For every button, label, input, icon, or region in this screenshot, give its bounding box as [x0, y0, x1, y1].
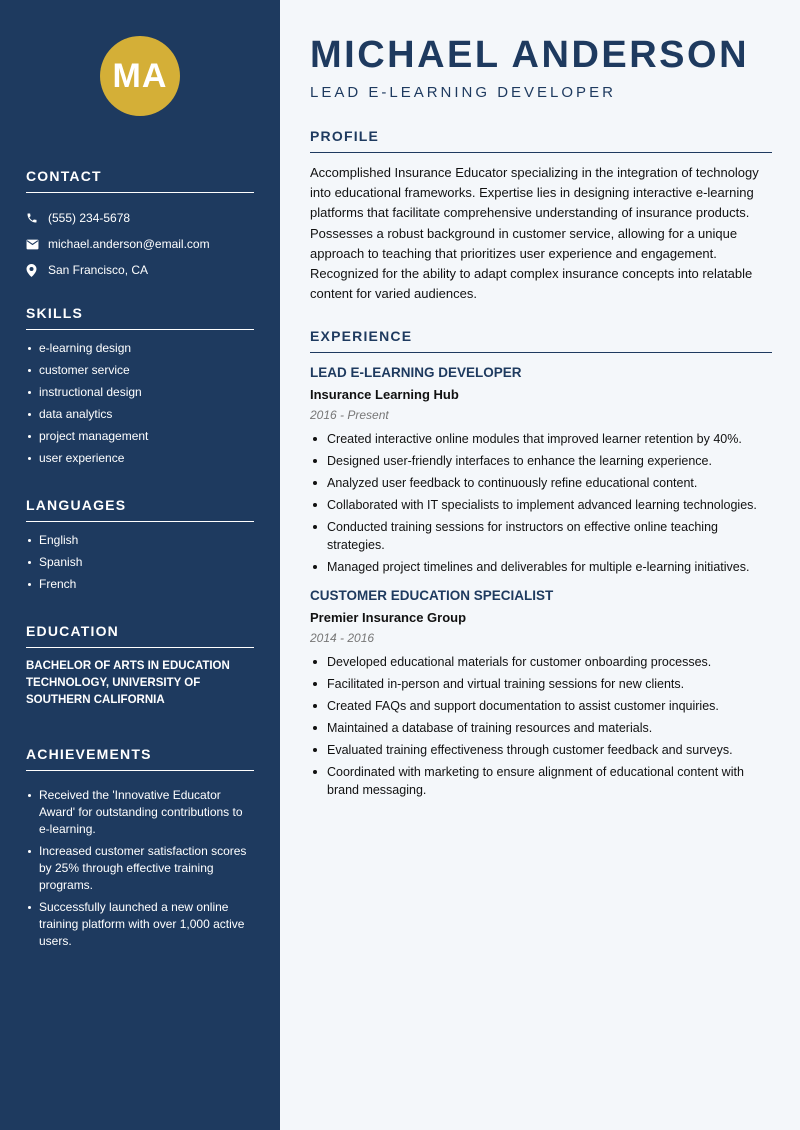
- responsibility-item: Maintained a database of training resources and materials.: [310, 719, 772, 737]
- phone-text: (555) 234-5678: [48, 211, 131, 225]
- location-pin-icon: [26, 264, 48, 277]
- profile-heading: PROFILE: [310, 128, 772, 153]
- languages-section: [26, 497, 254, 598]
- email-icon: [26, 239, 48, 250]
- avatar: MA: [100, 36, 180, 116]
- company-name: Insurance Learning Hub: [310, 387, 459, 402]
- job-entry: [310, 588, 772, 799]
- profile-section: [310, 128, 772, 304]
- skills-heading: SKILLS: [26, 305, 254, 330]
- languages-heading: LANGUAGES: [26, 497, 254, 522]
- education-heading: EDUCATION: [26, 623, 254, 648]
- job-title: CUSTOMER EDUCATION SPECIALIST: [310, 588, 554, 603]
- responsibility-item: Created FAQs and support documentation to assist customer inquiries.: [310, 697, 772, 715]
- skills-section: [26, 305, 254, 472]
- responsibility-item: Conducted training sessions for instructors on effective online teaching strategies.: [310, 518, 772, 554]
- person-name: MICHAEL ANDERSON: [310, 34, 750, 76]
- sidebar: [0, 0, 280, 1130]
- job-responsibilities: [310, 430, 772, 576]
- skill-item: user experience: [26, 450, 254, 467]
- education-section: [26, 623, 254, 709]
- responsibility-item: Managed project timelines and deliverables for multiple e-learning initiatives.: [310, 558, 772, 576]
- responsibility-item: Facilitated in-person and virtual training sessions for new clients.: [310, 675, 772, 693]
- responsibility-item: Collaborated with IT specialists to implement advanced learning technologies.: [310, 496, 772, 514]
- achievement-item: Increased customer satisfaction scores by 25% through effective training programs.: [26, 843, 254, 894]
- skill-item: customer service: [26, 362, 254, 379]
- phone-icon: [26, 212, 48, 224]
- contact-heading: CONTACT: [26, 168, 254, 193]
- job-entry: [310, 365, 772, 576]
- profile-text: Accomplished Insurance Educator specializing in the integration of technology into educational frameworks. Expertise lies in designing interactive e-learning platforms that facilitate comprehensive understanding of insurance products. Possesses a robust background in customer service, allowing for a unique approach to teaching that prioritizes user experience and engagement. Recognized for the ability to adapt complex insurance concepts into relatable content for varied audiences.: [310, 165, 759, 302]
- contact-phone: [26, 205, 254, 231]
- language-item: Spanish: [26, 554, 254, 571]
- responsibility-item: Analyzed user feedback to continuously refine educational content.: [310, 474, 772, 492]
- company-name: Premier Insurance Group: [310, 610, 467, 625]
- person-title: LEAD E-LEARNING DEVELOPER: [310, 84, 616, 101]
- skill-item: data analytics: [26, 406, 254, 423]
- achievements-list: [26, 787, 254, 950]
- achievements-heading: ACHIEVEMENTS: [26, 746, 254, 771]
- responsibility-item: Designed user-friendly interfaces to enhance the learning experience.: [310, 452, 772, 470]
- skills-list: [26, 340, 254, 467]
- language-item: French: [26, 576, 254, 593]
- contact-email: [26, 231, 254, 257]
- job-title: LEAD E-LEARNING DEVELOPER: [310, 365, 522, 380]
- language-item: English: [26, 532, 254, 549]
- experience-heading: EXPERIENCE: [310, 328, 772, 353]
- education-degree: BACHELOR OF ARTS IN EDUCATION TECHNOLOGY, UNIVERSITY OF SOUTHERN CALIFORNIA: [26, 660, 230, 706]
- skill-item: instructional design: [26, 384, 254, 401]
- skill-item: e-learning design: [26, 340, 254, 357]
- achievements-section: [26, 746, 254, 955]
- skill-item: project management: [26, 428, 254, 445]
- job-dates: 2016 - Present: [310, 408, 389, 422]
- experience-section: [310, 328, 772, 803]
- location-text: San Francisco, CA: [48, 263, 149, 277]
- responsibility-item: Created interactive online modules that improved learner retention by 40%.: [310, 430, 772, 448]
- job-dates: 2014 - 2016: [310, 631, 375, 645]
- job-responsibilities: [310, 653, 772, 799]
- contact-section: [26, 168, 254, 283]
- responsibility-item: Developed educational materials for customer onboarding processes.: [310, 653, 772, 671]
- contact-location: [26, 257, 254, 283]
- email-text: michael.anderson@email.com: [48, 237, 210, 251]
- languages-list: [26, 532, 254, 593]
- responsibility-item: Evaluated training effectiveness through customer feedback and surveys.: [310, 741, 772, 759]
- achievement-item: Received the 'Innovative Educator Award' for outstanding contributions to e-learning.: [26, 787, 254, 838]
- responsibility-item: Coordinated with marketing to ensure alignment of educational content with brand messaging.: [310, 763, 772, 799]
- achievement-item: Successfully launched a new online training platform with over 1,000 active users.: [26, 899, 254, 950]
